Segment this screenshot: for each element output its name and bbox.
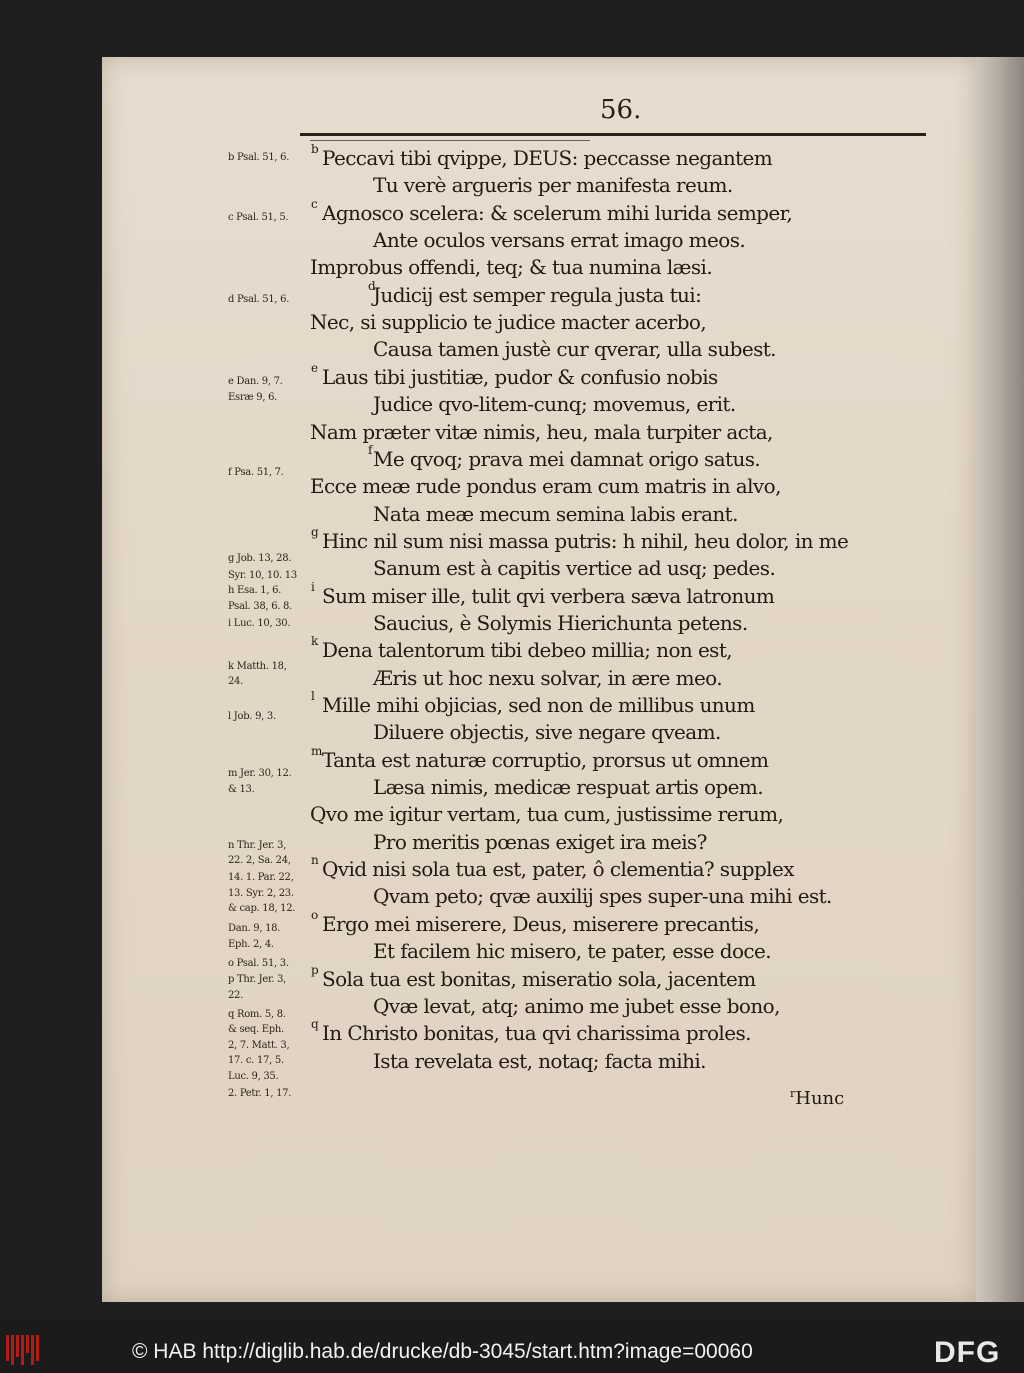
margin-note: Eph. 2, 4. xyxy=(228,939,274,950)
margin-note: Psal. 38, 6. 8. xyxy=(228,601,292,612)
poem-line-text: Nec, si supplicio te judice macter acerbo, xyxy=(310,310,707,335)
note-mark: f xyxy=(368,442,372,457)
margin-note: h Esa. 1, 6. xyxy=(228,585,282,596)
margin-note: 17. c. 17, 5. xyxy=(228,1055,284,1066)
note-mark: i xyxy=(311,579,315,594)
poem-line-text: Agnosco scelera: & scelerum mihi lurida semper, xyxy=(322,200,793,225)
note-mark: b xyxy=(311,142,319,156)
footer-copyright-link[interactable]: © HAB http://diglib.hab.de/drucke/db-3045/start.htm?image=00060 xyxy=(132,1340,753,1363)
poem-line-text: Me qvoq; prava mei damnat origo satus. xyxy=(373,446,761,471)
note-mark: d xyxy=(368,278,376,293)
poem-line-text: Ista revelata est, notaq; facta mihi. xyxy=(373,1048,706,1073)
poem-line-text: Causa tamen justè cur qverar, ulla subest. xyxy=(373,337,776,362)
note-mark: o xyxy=(311,907,318,922)
catchword-text: Hunc xyxy=(795,1088,845,1109)
poem-line-text: Sola tua est bonitas, miseratio sola, jacentem xyxy=(322,966,756,991)
poem-line-text: Sum miser ille, tulit qvi verbera sæva latronum xyxy=(322,583,775,608)
margin-note: 2, 7. Matt. 3, xyxy=(228,1040,290,1051)
margin-note: b Psal. 51, 6. xyxy=(228,152,290,163)
margin-note: q Rom. 5, 8. xyxy=(228,1009,286,1020)
header-rule xyxy=(300,133,926,136)
margin-note: p Thr. Jer. 3, xyxy=(228,974,287,985)
poem-line-text: Laus tibi justitiæ, pudor & confusio nobis xyxy=(322,364,718,389)
poem-line-text: Qvam peto; qvæ auxilij spes super-una mihi est. xyxy=(373,884,832,909)
margin-note: l Job. 9, 3. xyxy=(228,711,276,722)
poem-line-text: Mille mihi objicias, sed non de millibus unum xyxy=(322,693,755,717)
margin-note: & cap. 18, 12. xyxy=(228,903,296,914)
margin-note: Dan. 9, 18. xyxy=(228,923,281,934)
margin-note: g Job. 13, 28. xyxy=(228,553,292,564)
poem-line-text: Saucius, è Solymis Hierichunta petens. xyxy=(373,610,748,635)
note-mark: c xyxy=(311,196,318,211)
poem-line-text: Æris ut hoc nexu solvar, in ære meo. xyxy=(373,665,723,690)
note-mark: k xyxy=(311,634,318,649)
poem-line-text: Læsa nimis, medicæ respuat artis opem. xyxy=(373,775,764,800)
poem-line-text: Sanum est à capitis vertice ad usq; pedes. xyxy=(373,556,776,581)
poem-line-text: Tanta est naturæ corruptio, prorsus ut omnem xyxy=(322,747,769,772)
note-mark: g xyxy=(311,524,319,539)
margin-note: 22. 2, Sa. 24, xyxy=(228,855,291,866)
margin-note: o Psal. 51, 3. xyxy=(228,958,289,969)
catchword xyxy=(790,1087,844,1109)
margin-note: n Thr. Jer. 3, xyxy=(228,840,287,851)
poem-line-text: Judicij est semper regula justa tui: xyxy=(373,282,702,307)
poem-line-text: Qvid nisi sola tua est, pater, ô clementia? supplex xyxy=(322,857,794,882)
poem-line-text: Et facilem hic misero, te pater, esse doce. xyxy=(373,939,771,964)
poem-line-text: Diluere objectis, sive negare qveam. xyxy=(373,720,721,745)
poem-line-text: Ante oculos versans errat imago meos. xyxy=(373,228,746,253)
poem-line-text: Tu verè argueris per manifesta reum. xyxy=(373,173,733,198)
margin-note: Syr. 10, 10. 13 xyxy=(228,570,297,581)
poem-line-text: Qvæ levat, atq; animo me jubet esse bono, xyxy=(373,993,780,1018)
margin-note: & 13. xyxy=(228,784,255,795)
margin-note: 2. Petr. 1, 17. xyxy=(228,1088,292,1099)
barcode-icon xyxy=(6,1335,42,1365)
poem-line-text: Hinc nil sum nisi massa putris: h nihil, heu dolor, in me xyxy=(322,528,849,553)
poem-line-text: In Christo bonitas, tua qvi charissima proles. xyxy=(322,1021,751,1046)
margin-note: 13. Syr. 2, 23. xyxy=(228,888,294,899)
note-mark: n xyxy=(311,853,319,868)
margin-note: 24. xyxy=(228,676,244,687)
margin-note: m Jer. 30, 12. xyxy=(228,768,292,779)
poem-line-text: Peccavi tibi qvippe, DEUS: peccasse negantem xyxy=(322,146,773,170)
page-number: 56. xyxy=(600,95,642,125)
margin-note: i Luc. 10, 30. xyxy=(228,618,291,629)
margin-note: d Psal. 51, 6. xyxy=(228,294,290,305)
margin-note: Esræ 9, 6. xyxy=(228,392,278,403)
margin-note: e Dan. 9, 7. xyxy=(228,376,283,387)
margin-note: k Matth. 18, xyxy=(228,661,287,672)
margin-note: & seq. Eph. xyxy=(228,1024,284,1035)
dfg-logo: DFG xyxy=(934,1336,1001,1369)
note-mark: l xyxy=(311,689,315,703)
note-mark: p xyxy=(311,962,319,977)
poem-line-text: Nata meæ mecum semina labis erant. xyxy=(373,501,738,526)
poem-line-text: Ergo mei miserere, Deus, miserere precantis, xyxy=(322,911,760,936)
poem-line-text: Qvo me igitur vertam, tua cum, justissime rerum, xyxy=(310,802,784,827)
catchword-mark: r xyxy=(790,1087,796,1100)
header-rule-thin xyxy=(310,140,590,141)
note-mark: m xyxy=(311,743,322,758)
margin-note: c Psal. 51, 5. xyxy=(228,212,289,223)
margin-note: 14. 1. Par. 22, xyxy=(228,872,294,883)
poem-line-text: Nam præter vitæ nimis, heu, mala turpiter acta, xyxy=(310,419,773,444)
poem-line-text: Improbus offendi, teq; & tua numina læsi. xyxy=(310,255,713,280)
poem-line-text: Ecce meæ rude pondus eram cum matris in alvo, xyxy=(310,474,781,499)
note-mark: e xyxy=(311,360,318,375)
margin-note: Luc. 9, 35. xyxy=(228,1071,279,1082)
note-mark: q xyxy=(311,1017,319,1032)
poem-line-text: Judice qvo-litem-cunq; movemus, erit. xyxy=(373,392,736,417)
poem-line-text: Pro meritis pœnas exiget ira meis? xyxy=(373,829,707,854)
adjacent-page-edge xyxy=(976,57,1024,1302)
margin-note: f Psa. 51, 7. xyxy=(228,467,284,478)
poem-line-text: Dena talentorum tibi debeo millia; non est, xyxy=(322,638,733,663)
margin-note: 22. xyxy=(228,990,244,1001)
